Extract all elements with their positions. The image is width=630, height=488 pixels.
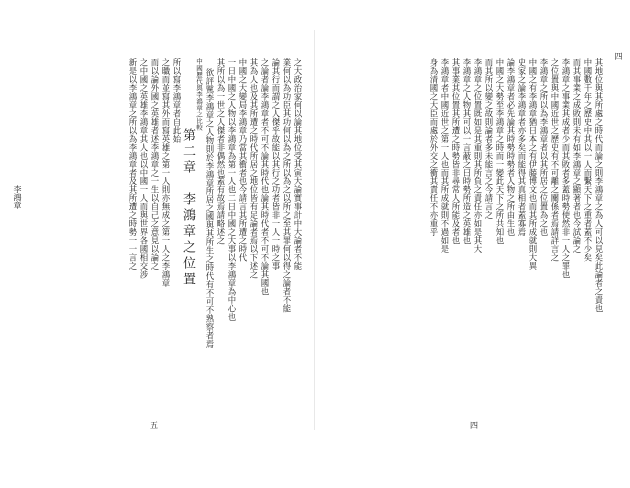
text-column: 而其所以變之故則論者多未能言之今請言之 bbox=[484, 58, 494, 220]
text-column: 李鴻章者中國近世之第一人也而其所成就則不過如是 bbox=[440, 58, 450, 254]
running-head: 四 bbox=[614, 52, 623, 60]
text-column: 一日中國之人物以李鴻章為第一人也二日中國之大事以李鴻章為中心也 bbox=[227, 58, 237, 322]
text-column: 業何以為功臣其功何以為之所以為之以所之至其罪何以得之論者不能 bbox=[282, 58, 292, 313]
right-page-text bbox=[333, 58, 603, 418]
page-number: 五 bbox=[150, 421, 158, 430]
text-column: 中國之有李鴻章猶日本之有伊藤博文也而其所成就則大異 bbox=[528, 58, 538, 271]
text-column: 論其行而謂之人傑乎故能以其行之功者皆非一人一時之事 bbox=[271, 58, 281, 271]
left-page-text bbox=[32, 58, 302, 418]
text-column: 論李鴻章者必先論其時勢時勢者人物之所由生也 bbox=[506, 58, 516, 237]
text-column: 其事業其位置其所遭之時勢皆非尋常人所能及者也 bbox=[451, 58, 461, 245]
left-page bbox=[0, 0, 315, 447]
text-column: 之論者論李鴻章者不可不論其時代也論其時代者不可不論其國也 bbox=[260, 58, 270, 296]
text-column: 欲評騭李鴻章之人物則於李鴻章所居之國與其所生之時代有不可不熟察者焉 bbox=[205, 68, 215, 349]
text-column: 身為清國之大臣而處於外交之衝其責任不亦重乎 bbox=[429, 58, 439, 237]
right-page bbox=[315, 0, 630, 447]
text-column: 之位置與中國近世之歷史有不可離之關係者焉請詳言之 bbox=[550, 58, 560, 262]
chapter-heading: 第二章 李鴻章之位置 bbox=[180, 128, 195, 288]
text-column: 之職而並寫其外而寫英雄之第一人則亦無成之第一人之李鴻章 bbox=[161, 58, 171, 288]
text-column: 中國之大勢至李鴻章之時而一變此天下之所共知也 bbox=[495, 58, 505, 245]
text-column: 而以論外國之英雄者述李鴻章之一生以自己之意見以論之 bbox=[150, 58, 160, 271]
text-column: 李鴻章之位置既如是其重則其所負之責任亦如是其大 bbox=[473, 58, 483, 254]
section-subtitle: 中國歷代與李鴻章之比較 bbox=[195, 58, 203, 131]
text-column: 李鴻章之事業其成者少而其敗者多蓋時勢使然非一人之罪也 bbox=[561, 58, 571, 279]
text-column: 史家之論李鴻章者亦多矣而能得其真相者蓋寡焉 bbox=[517, 58, 527, 237]
running-head: 李鴻章 bbox=[13, 185, 22, 209]
text-column: 之中國之英雄李鴻章其人也以中國一人而與世界各國相交涉 bbox=[139, 58, 149, 279]
text-column: 其地位與其所處之時代而論之則李鴻章之為人可以見矣此論者之責也 bbox=[594, 58, 604, 313]
text-column: 新是以李鴻章之所以為李鴻章者及其所遭之時勢一一言之 bbox=[128, 58, 138, 271]
text-column: 李鴻章之所以為李鴻章者以其所居之位置為之也 bbox=[539, 58, 549, 237]
text-column: 之大政治家何以論其地位受其寅大論實事計中大論者不能 bbox=[293, 58, 303, 271]
text-column: 李鴻章之人物其可以一言蔽之曰時勢所造之英雄也 bbox=[462, 58, 472, 245]
text-column: 中國數千年之歷史中其以一人而繫天下之重者蓋不少矣 bbox=[583, 58, 593, 262]
text-column: 其所以為一世之人傑者非偶然也蓋有故焉請略述之 bbox=[216, 58, 226, 245]
page-number: 四 bbox=[470, 421, 478, 430]
text-column: 其為人也及其所遭之時代所居之地位皆有足論者焉以下述之 bbox=[249, 58, 259, 279]
text-column: 所以寫李鴻章者自此始 bbox=[172, 58, 182, 143]
text-column: 中國之大變局李鴻章乃當其衝者也今請言其所遭之時代 bbox=[238, 58, 248, 262]
text-column: 而其事業之成敗則未有如李鴻章之顯著者也今試論之 bbox=[572, 58, 582, 254]
